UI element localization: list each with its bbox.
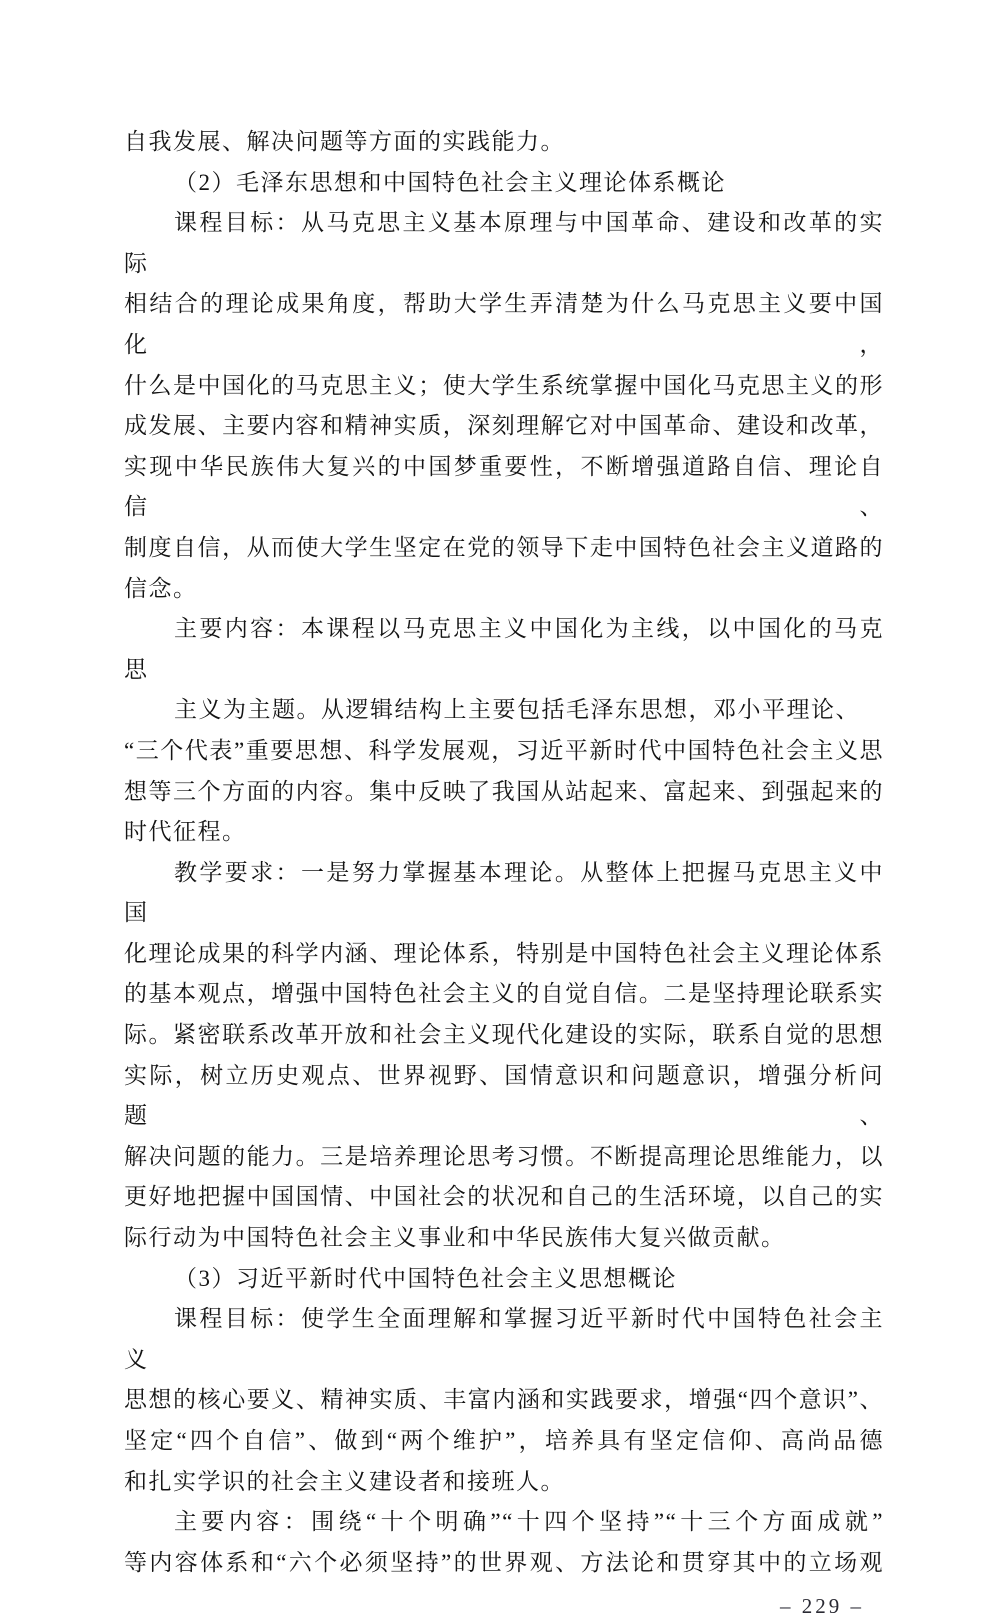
document-line: 坚定“四个自信”、做到“两个维护”，培养具有坚定信仰、高尚品德 — [124, 1428, 884, 1453]
document-line: 思想的核心要义、精神实质、丰富内涵和实践要求，增强“四个意识”、 — [124, 1387, 884, 1413]
document-line: 实现中华民族伟大复兴的中国梦重要性，不断增强道路自信、理论自信、 — [124, 453, 884, 520]
document-line: （2）毛泽东思想和中国特色社会主义理论体系概论 — [174, 169, 726, 195]
document-line: 际。紧密联系改革开放和社会主义现代化建设的实际，联系自觉的思想 — [124, 1022, 884, 1048]
document-line: 等内容体系和“六个必须坚持”的世界观、方法论和贯穿其中的立场观 — [124, 1549, 884, 1575]
document-line: 化理论成果的科学内涵、理论体系，特别是中国特色社会主义理论体系 — [124, 940, 884, 966]
document-line: 时代征程。 — [124, 819, 247, 845]
document-line: 主要内容：围绕“十个明确”“十四个坚持”“十三个方面成就” — [174, 1509, 884, 1535]
document-body — [124, 122, 884, 1583]
document-line: 主义为主题。从逻辑结构上主要包括毛泽东思想，邓小平理论、 — [174, 697, 860, 723]
document-line: 更好地把握中国国情、中国社会的状况和自己的生活环境，以自己的实 — [124, 1184, 884, 1210]
document-line: 主要内容：本课程以马克思主义中国化为主线，以中国化的马克思 — [124, 616, 884, 682]
page-number: – 229 – — [780, 1594, 864, 1619]
document-line: 解决问题的能力。三是培养理论思考习惯。不断提高理论思维能力，以 — [124, 1143, 884, 1169]
document-line: 课程目标：使学生全面理解和掌握习近平新时代中国特色社会主义 — [124, 1306, 884, 1372]
document-line: 际行动为中国特色社会主义事业和中华民族伟大复兴做贡献。 — [124, 1225, 786, 1251]
document-line: 制度自信，从而使大学生坚定在党的领导下走中国特色社会主义道路的 — [124, 534, 884, 560]
document-line: 教学要求：一是努力掌握基本理论。从整体上把握马克思主义中国 — [124, 859, 884, 926]
document-line: 的基本观点，增强中国特色社会主义的自觉自信。二是坚持理论联系实 — [124, 981, 884, 1007]
document-line: 什么是中国化的马克思主义；使大学生系统掌握中国化马克思主义的形 — [124, 372, 884, 398]
document-line: 信念。 — [124, 575, 198, 601]
document-line: 实际，树立历史观点、世界视野、国情意识和问题意识，增强分析问题、 — [124, 1062, 884, 1129]
document-line: 和扎实学识的社会主义建设者和接班人。 — [124, 1468, 565, 1494]
document-line: “三个代表”重要思想、科学发展观，习近平新时代中国特色社会主义思 — [124, 737, 884, 763]
document-line: 相结合的理论成果角度，帮助大学生弄清楚为什么马克思主义要中国化， — [124, 291, 884, 357]
document-line: （3）习近平新时代中国特色社会主义思想概论 — [174, 1265, 677, 1291]
document-line: 成发展、主要内容和精神实质，深刻理解它对中国革命、建设和改革， — [124, 413, 884, 439]
document-line: 课程目标：从马克思主义基本原理与中国革命、建设和改革的实际 — [124, 210, 884, 276]
document-line: 想等三个方面的内容。集中反映了我国从站起来、富起来、到强起来的 — [124, 778, 884, 804]
document-line: 自我发展、解决问题等方面的实践能力。 — [124, 129, 565, 154]
